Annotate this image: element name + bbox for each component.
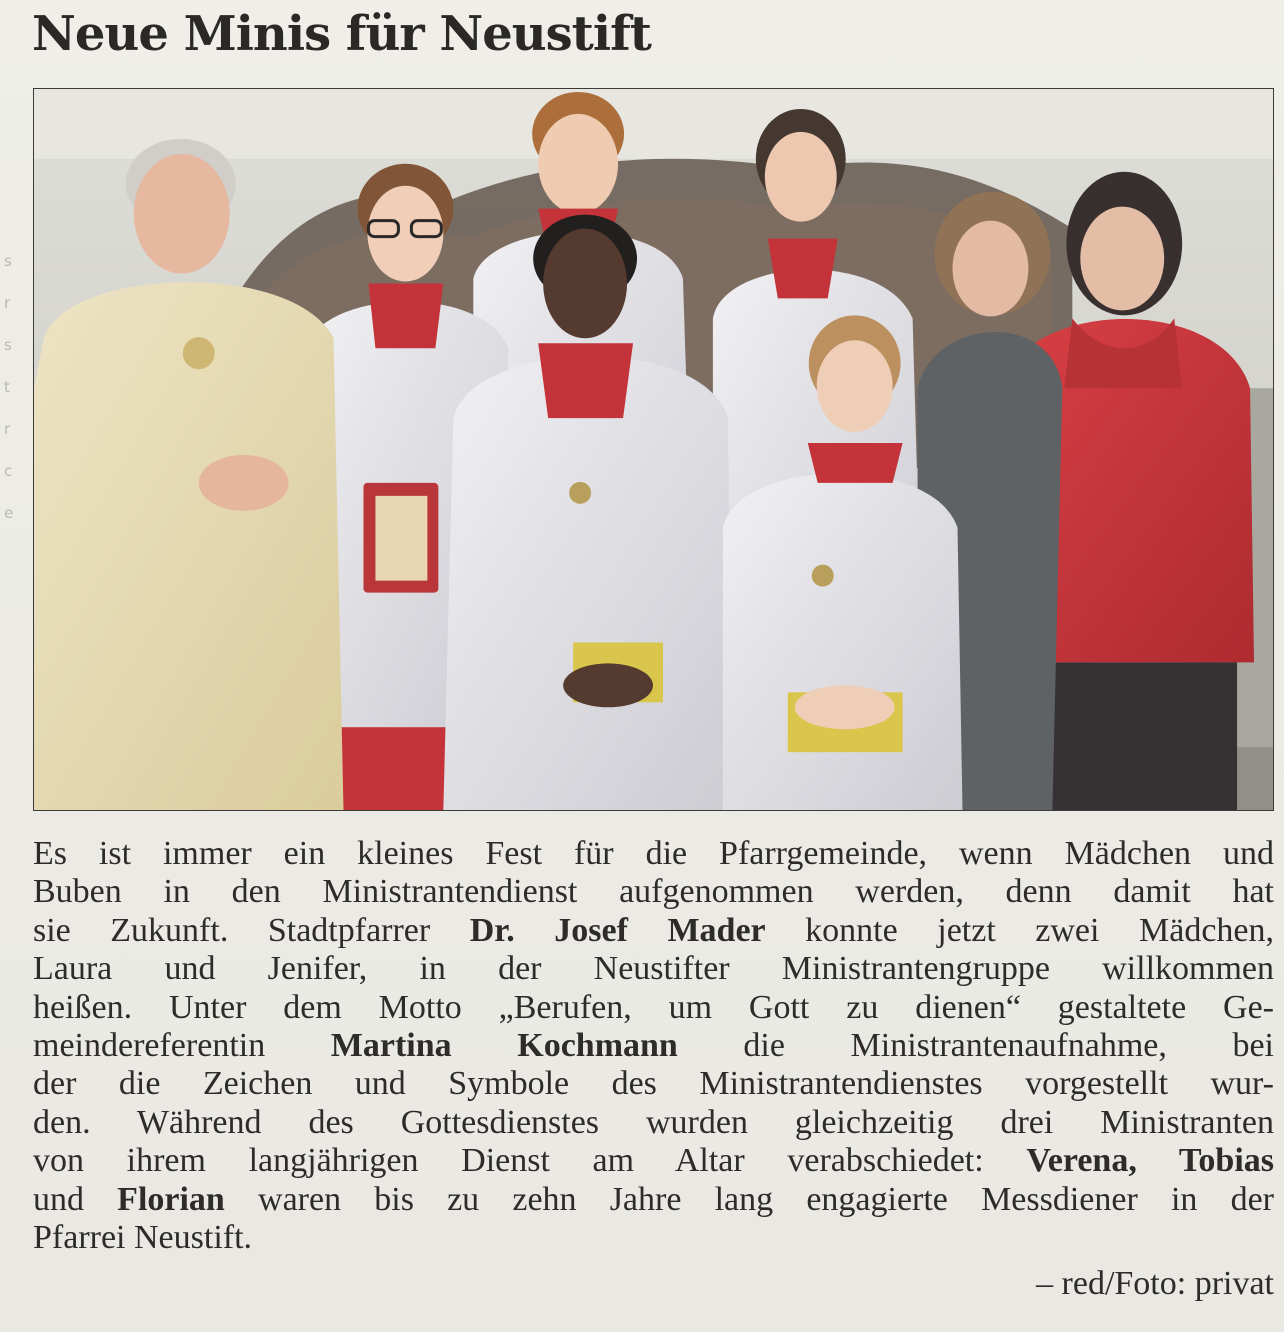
line-text: Pfarrei Neustift.	[33, 1218, 253, 1256]
line-text: meindereferentin	[33, 1026, 331, 1064]
article-body	[33, 835, 1274, 1257]
article-line	[33, 950, 1274, 988]
article-line	[33, 1104, 1274, 1142]
scan-margin-marks: s r s t r c e	[4, 252, 14, 522]
article-line	[33, 873, 1274, 911]
article-headline: Neue Minis für Neustift	[32, 6, 651, 62]
article-line	[33, 1142, 1274, 1180]
article-line	[33, 989, 1274, 1027]
bold-name: Verena, Tobias	[1026, 1142, 1275, 1180]
article-line	[33, 912, 1274, 950]
line-text: von ihrem langjährigen Dienst am Altar verabschiedet:	[33, 1142, 1027, 1180]
article-line	[33, 1065, 1274, 1103]
bold-name: Dr. Josef Mader	[469, 911, 766, 949]
article-line	[33, 1219, 1274, 1257]
line-text: heißen. Unter dem Motto „Berufen, um Gott zu dienen“ gestaltete Ge-	[33, 988, 1274, 1026]
line-text: die Ministrantenaufnahme, bei	[677, 1026, 1274, 1064]
line-text: Es ist immer ein kleines Fest für die Pfarrgemeinde, wenn Mädchen und	[33, 835, 1274, 872]
article-line	[33, 835, 1274, 873]
photo-credit: – red/Foto: privat	[1036, 1265, 1274, 1302]
line-text: der die Zeichen und Symbole des Ministrantendienstes vorgestellt wur-	[33, 1065, 1274, 1103]
line-text: den. Während des Gottesdienstes wurden gleichzeitig drei Ministranten	[33, 1103, 1274, 1141]
article-line	[33, 1027, 1274, 1065]
group-photo-illustration	[34, 89, 1273, 810]
line-text: Buben in den Ministrantendienst aufgenommen werden, denn damit hat	[33, 873, 1274, 911]
line-text: und	[33, 1180, 118, 1218]
line-text: waren bis zu zehn Jahre lang engagierte Messdiener in der	[224, 1180, 1275, 1218]
line-text: Laura und Jenifer, in der Neustifter Ministrantengruppe willkommen	[33, 950, 1274, 988]
article-line	[33, 1181, 1274, 1219]
article-photo	[33, 88, 1274, 811]
line-text: sie Zukunft. Stadtpfarrer	[33, 911, 470, 949]
bold-name: Florian	[117, 1180, 225, 1218]
line-text: konnte jetzt zwei Mädchen,	[765, 911, 1274, 949]
bold-name: Martina Kochmann	[330, 1026, 678, 1064]
